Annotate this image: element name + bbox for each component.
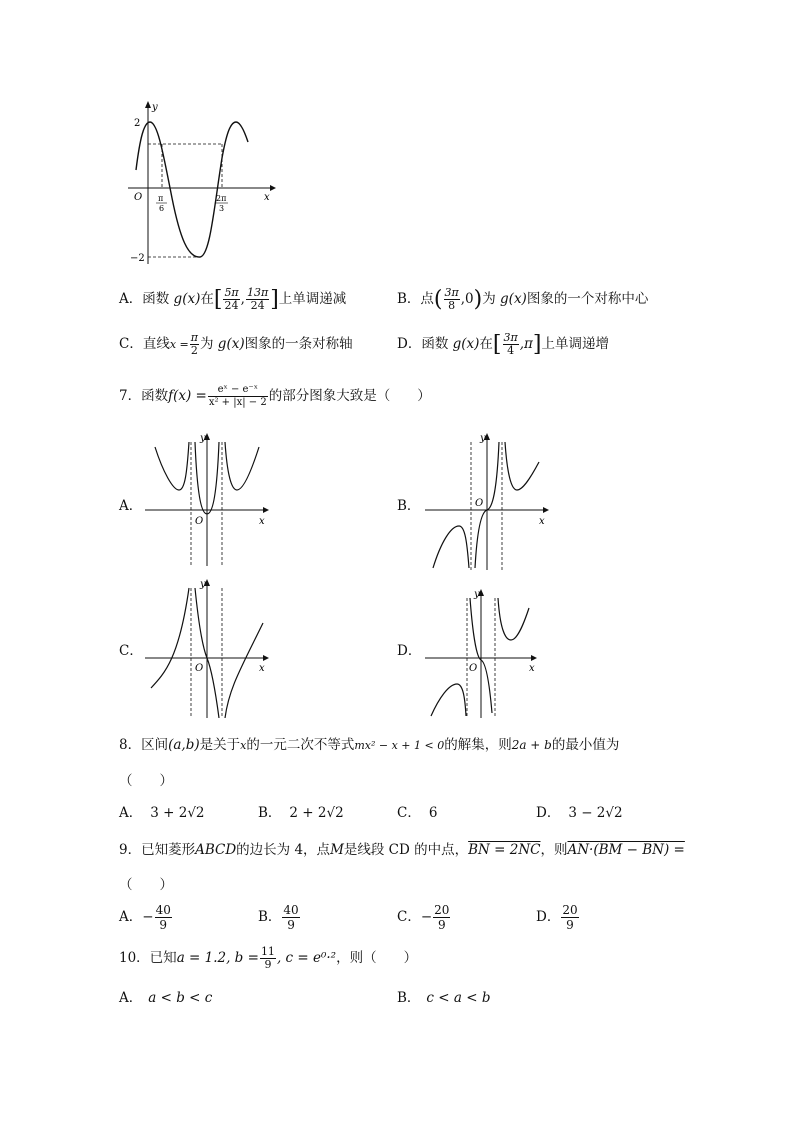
q8-option-b[interactable]: B． 2 + 2√2 — [258, 805, 344, 821]
q6-option-d[interactable]: D．函数 g(x)在[ $\frac{3\pi}{4}$ ,π]上单调递增 — [397, 331, 610, 357]
q10-option-a[interactable]: A． a < b < c — [119, 990, 213, 1006]
svg-text:y: y — [200, 579, 206, 590]
svg-text:y: y — [200, 433, 206, 444]
q7-option-a-label[interactable]: A． — [119, 498, 143, 514]
q10-stem: 10．已知a = 1.2, b = $\frac{11}{9}$ , c = e⁰·²，则（ ） — [119, 945, 418, 971]
svg-text:O: O — [475, 498, 484, 509]
svg-text:O: O — [195, 516, 204, 527]
q6-x-tick1-num: π — [158, 194, 164, 203]
q9-stem: 9．已知菱形ABCD的边长为 4，点M是线段 CD 的中点，BN = 2NC，则AN·(BM − BN) = — [119, 842, 685, 858]
svg-text:x: x — [259, 663, 265, 674]
q6-sine-graph — [118, 98, 278, 270]
q7-option-d-graph[interactable] — [425, 588, 550, 718]
q6-y-label: y — [152, 102, 158, 113]
svg-text:y: y — [474, 589, 480, 600]
q10-option-b[interactable]: B． c < a < b — [397, 990, 491, 1006]
q7-option-a-graph[interactable] — [145, 432, 270, 567]
q8-option-c[interactable]: C． 6 — [397, 805, 438, 821]
q6-x-label: x — [264, 192, 270, 203]
q6-option-b[interactable]: B．点( $\frac{3\pi}{8}$ ,0)为 g(x)图象的一个对称中心 — [397, 286, 649, 312]
q6-x-tick2-den: 3 — [219, 204, 225, 213]
q7-stem: 7．函数f(x) = $\frac{\text{eˣ − e⁻ˣ}}{\text{x² + |x| − 2}}$ 的部分图象大致是（ ） — [119, 384, 431, 408]
q6-x-tick2-num: 2π — [216, 194, 227, 203]
q7-option-b-label[interactable]: B． — [397, 498, 421, 514]
q9-paren: （ ） — [119, 877, 173, 893]
q7-option-b-graph[interactable] — [425, 432, 550, 572]
q8-paren: （ ） — [119, 773, 173, 789]
q6-origin: O — [134, 192, 143, 203]
svg-text:O: O — [469, 663, 478, 674]
q6-y-max: 2 — [134, 118, 141, 129]
q8-stem: 8．区间(a,b)是关于x的一元二次不等式mx² − x + 1 < 0的解集，则2a + b的最小值为 — [119, 737, 620, 753]
q9-option-c[interactable]: C．− $\frac{20}{9}$ — [397, 903, 450, 932]
q9-option-d[interactable]: D． $\frac{20}{9}$ — [536, 903, 578, 932]
q8-option-d[interactable]: D． 3 − 2√2 — [536, 805, 623, 821]
q6-y-min: −2 — [130, 253, 145, 264]
svg-text:x: x — [539, 516, 545, 527]
q6-x-tick1-den: 6 — [159, 204, 165, 213]
q7-option-c-graph[interactable] — [145, 578, 270, 718]
q7-option-d-label[interactable]: D． — [397, 643, 422, 659]
svg-text:y: y — [480, 433, 486, 444]
q6-option-a[interactable]: A．函数 g(x)在[ $\frac{5\pi}{24}$ , $\frac{13\pi}{24}$ ]上单调递减 — [119, 286, 347, 312]
svg-text:O: O — [195, 663, 204, 674]
q7-option-c-label[interactable]: C． — [119, 643, 143, 659]
q6-option-c[interactable]: C．直线x = $\frac{\pi}{2}$ 为 g(x)图象的一条对称轴 — [119, 331, 353, 357]
svg-text:x: x — [259, 516, 265, 527]
q9-option-a[interactable]: A．− $\frac{40}{9}$ — [119, 903, 171, 932]
svg-text:x: x — [529, 663, 535, 674]
q9-option-b[interactable]: B． $\frac{40}{9}$ — [258, 903, 299, 932]
q8-option-a[interactable]: A． 3 + 2√2 — [119, 805, 205, 821]
